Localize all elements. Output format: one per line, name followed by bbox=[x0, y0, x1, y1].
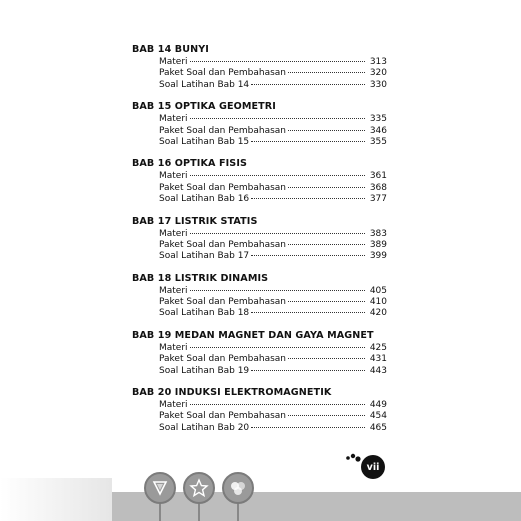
entry-label: Materi bbox=[159, 114, 188, 125]
dot-leader bbox=[288, 244, 365, 245]
dot-leader bbox=[251, 427, 365, 428]
chapter-title: BAB 16 OPTIKA FISIS bbox=[132, 158, 247, 170]
entry-label: Materi bbox=[159, 228, 188, 239]
entry-label: Paket Soal dan Pembahasan bbox=[159, 182, 287, 193]
entry-page-number: 313 bbox=[369, 57, 387, 67]
toc-entry bbox=[159, 57, 387, 68]
dot-leader bbox=[288, 301, 365, 302]
dot-leader bbox=[288, 130, 365, 131]
page-number: vii bbox=[361, 455, 385, 479]
toc-entry bbox=[159, 366, 387, 377]
dot-leader bbox=[190, 404, 365, 405]
entry-page-number: 368 bbox=[369, 182, 387, 193]
entry-label: Paket Soal dan Pembahasan bbox=[159, 68, 287, 79]
entry-label: Paket Soal dan Pembahasan bbox=[159, 411, 287, 422]
chapter-title: BAB 18 LISTRIK DINAMIS bbox=[132, 272, 269, 284]
entry-page-number: 330 bbox=[369, 79, 387, 90]
badge-stem bbox=[159, 503, 161, 521]
entry-page-number: 449 bbox=[369, 400, 387, 411]
dot-leader bbox=[190, 175, 365, 176]
toc-chapter bbox=[132, 330, 387, 377]
toc-chapter bbox=[132, 273, 387, 320]
entry-label: Materi bbox=[159, 171, 188, 182]
entry-page-number: 335 bbox=[369, 114, 387, 125]
dot-leader bbox=[288, 415, 365, 416]
dot-leader bbox=[251, 84, 365, 85]
footer-shade bbox=[0, 478, 112, 521]
dot-leader bbox=[190, 290, 365, 291]
toc-entry bbox=[159, 126, 387, 137]
entry-label: Paket Soal dan Pembahasan bbox=[159, 297, 287, 308]
table-of-contents bbox=[132, 44, 387, 444]
badge-stem bbox=[237, 503, 239, 521]
entry-page-number: 443 bbox=[369, 365, 387, 376]
entry-label: Paket Soal dan Pembahasan bbox=[159, 354, 287, 365]
toc-entry bbox=[159, 286, 387, 297]
entry-page-number: 465 bbox=[369, 422, 387, 433]
entry-page-number: 399 bbox=[369, 251, 387, 262]
toc-entry bbox=[159, 194, 387, 205]
entry-label: Materi bbox=[159, 342, 188, 353]
toc-entry bbox=[159, 240, 387, 251]
entry-label: Soal Latihan Bab 18 bbox=[159, 308, 250, 319]
toc-entry bbox=[159, 297, 387, 308]
entry-page-number: 410 bbox=[369, 297, 387, 308]
entry-label: Materi bbox=[159, 57, 188, 67]
toc-entry bbox=[159, 137, 387, 148]
toc-entry bbox=[159, 229, 387, 240]
entry-page-number: 377 bbox=[369, 194, 387, 205]
dot-leader bbox=[288, 358, 365, 359]
toc-chapter bbox=[132, 216, 387, 263]
dot-leader bbox=[190, 347, 365, 348]
dot-leader bbox=[288, 187, 365, 188]
toc-entry bbox=[159, 423, 387, 434]
toc-entry bbox=[159, 400, 387, 411]
star-shape-icon bbox=[183, 472, 215, 504]
toc-chapter bbox=[132, 101, 387, 148]
entry-label: Materi bbox=[159, 400, 188, 411]
triangle-shape-icon bbox=[144, 472, 176, 504]
circles-shape-icon bbox=[222, 472, 254, 504]
dot-leader bbox=[190, 61, 365, 62]
toc-entry bbox=[159, 308, 387, 319]
entry-page-number: 383 bbox=[369, 228, 387, 239]
entry-label: Soal Latihan Bab 14 bbox=[159, 79, 250, 90]
dot-leader bbox=[251, 141, 365, 142]
toc-entry bbox=[159, 80, 387, 91]
toc-entry bbox=[159, 171, 387, 182]
toc-chapter bbox=[132, 158, 387, 205]
toc-entry bbox=[159, 411, 387, 422]
chapter-title: BAB 20 INDUKSI ELEKTROMAGNETIK bbox=[132, 387, 332, 399]
entry-page-number: 389 bbox=[369, 239, 387, 250]
entry-page-number: 361 bbox=[369, 171, 387, 182]
entry-label: Paket Soal dan Pembahasan bbox=[159, 125, 287, 136]
toc-entry bbox=[159, 114, 387, 125]
toc-entry bbox=[159, 68, 387, 79]
toc-entry bbox=[159, 183, 387, 194]
toc-entry bbox=[159, 343, 387, 354]
dot-leader bbox=[251, 198, 365, 199]
entry-label: Soal Latihan Bab 16 bbox=[159, 194, 250, 205]
dot-leader bbox=[190, 118, 365, 119]
entry-label: Soal Latihan Bab 15 bbox=[159, 136, 250, 147]
chapter-title: BAB 17 LISTRIK STATIS bbox=[132, 215, 258, 227]
dot-leader bbox=[251, 255, 365, 256]
chapter-title: BAB 15 OPTIKA GEOMETRI bbox=[132, 101, 276, 113]
badge-stem bbox=[198, 503, 200, 521]
entry-page-number: 425 bbox=[369, 342, 387, 353]
toc-chapter bbox=[132, 387, 387, 434]
entry-label: Soal Latihan Bab 19 bbox=[159, 365, 250, 376]
entry-label: Soal Latihan Bab 17 bbox=[159, 251, 250, 262]
toc-entry bbox=[159, 251, 387, 262]
toc-entry bbox=[159, 354, 387, 365]
chapter-title: BAB 19 MEDAN MAGNET DAN GAYA MAGNET bbox=[132, 329, 374, 341]
entry-label: Soal Latihan Bab 20 bbox=[159, 422, 250, 433]
entry-label: Materi bbox=[159, 285, 188, 296]
toc-chapter bbox=[132, 44, 387, 91]
entry-page-number: 431 bbox=[369, 354, 387, 365]
dot-leader bbox=[190, 233, 365, 234]
entry-label: Paket Soal dan Pembahasan bbox=[159, 239, 287, 250]
entry-page-number: 405 bbox=[369, 285, 387, 296]
dot-leader bbox=[251, 370, 365, 371]
entry-page-number: 355 bbox=[369, 136, 387, 147]
entry-page-number: 346 bbox=[369, 125, 387, 136]
page-dots-icon bbox=[345, 453, 363, 465]
entry-page-number: 420 bbox=[369, 308, 387, 319]
entry-page-number: 454 bbox=[369, 411, 387, 422]
chapter-title: BAB 14 BUNYI bbox=[132, 44, 209, 55]
dot-leader bbox=[288, 72, 365, 73]
entry-page-number: 320 bbox=[369, 68, 387, 79]
dot-leader bbox=[251, 312, 365, 313]
